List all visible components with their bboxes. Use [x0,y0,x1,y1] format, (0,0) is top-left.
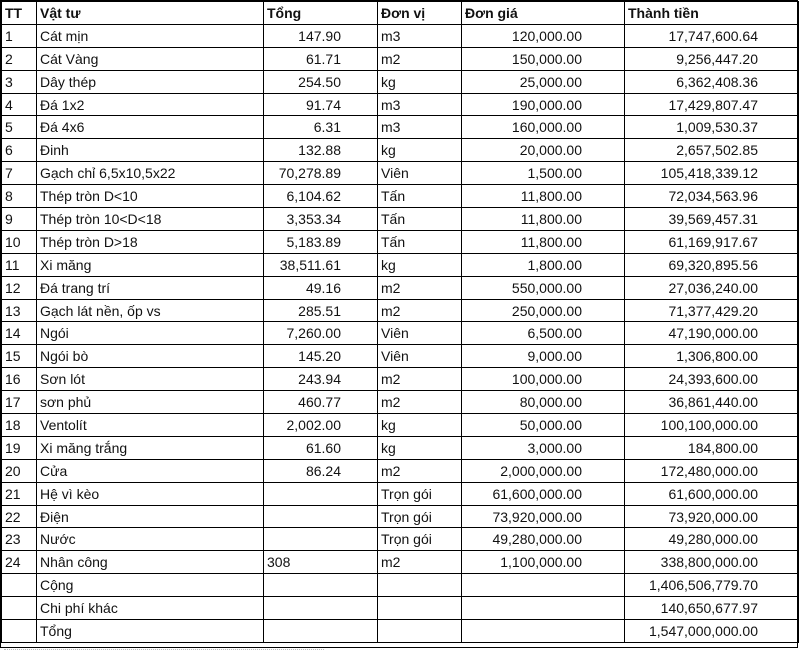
quantity-total: 38,511.61 [264,253,378,276]
row-index: 14 [2,322,37,345]
materials-table [1,1,799,643]
material-name: sơn phủ [37,391,264,414]
quantity-total: 243.94 [264,368,378,391]
row-index: 3 [2,70,37,93]
table-row [2,70,799,93]
row-index: 22 [2,505,37,528]
unit: Trọn gói [378,482,462,505]
material-name: Nhân công [37,551,264,574]
row-index: 16 [2,368,37,391]
unit-price: 11,800.00 [462,185,625,208]
summary-row [2,597,799,620]
header-unit: Đơn vị [378,2,462,25]
row-index: 2 [2,47,37,70]
summary-row [2,574,799,597]
quantity-total: 70,278.89 [264,162,378,185]
material-name: Đinh [37,139,264,162]
material-name: Đá trang trí [37,276,264,299]
summary-label: Chi phí khác [37,597,264,620]
material-name: Ngói bò [37,345,264,368]
material-name: Đá 1x2 [37,93,264,116]
summary-amount: 1,406,506,779.70 [625,574,799,597]
unit-price: 150,000.00 [462,47,625,70]
empty-cell [2,620,37,643]
unit: m2 [378,276,462,299]
table-row [2,436,799,459]
unit: Trọn gói [378,528,462,551]
quantity-total: 6.31 [264,116,378,139]
cut-off-text-trace [4,649,324,652]
material-name: Gạch chỉ 6,5x10,5x22 [37,162,264,185]
unit-price: 73,920,000.00 [462,505,625,528]
table-row [2,551,799,574]
table-row [2,93,799,116]
quantity-total: 460.77 [264,391,378,414]
bottom-edge [0,648,800,656]
header-total: Tổng [264,2,378,25]
row-index: 11 [2,253,37,276]
empty-cell [264,620,378,643]
unit-price: 20,000.00 [462,139,625,162]
unit: m2 [378,391,462,414]
quantity-total: 2,002.00 [264,414,378,437]
quantity-total [264,505,378,528]
row-index: 18 [2,414,37,437]
unit-price: 550,000.00 [462,276,625,299]
unit: m2 [378,459,462,482]
amount: 49,280,000.00 [625,528,799,551]
unit-price: 80,000.00 [462,391,625,414]
unit-price: 61,600,000.00 [462,482,625,505]
row-index: 20 [2,459,37,482]
quantity-total [264,482,378,505]
empty-cell [378,620,462,643]
quantity-total: 3,353.34 [264,208,378,231]
empty-cell [264,574,378,597]
quantity-total: 254.50 [264,70,378,93]
row-index: 5 [2,116,37,139]
unit-price: 1,100,000.00 [462,551,625,574]
row-index: 13 [2,299,37,322]
amount: 27,036,240.00 [625,276,799,299]
summary-amount: 1,547,000,000.00 [625,620,799,643]
amount: 1,009,530.37 [625,116,799,139]
amount: 17,747,600.64 [625,24,799,47]
quantity-total [264,528,378,551]
unit-price: 100,000.00 [462,368,625,391]
quantity-total: 308 [264,551,378,574]
unit: Tấn [378,208,462,231]
table-row [2,299,799,322]
quantity-total: 91.74 [264,93,378,116]
unit: m2 [378,368,462,391]
unit-price: 25,000.00 [462,70,625,93]
table-row [2,368,799,391]
material-name: Gạch lát nền, ốp vs [37,299,264,322]
unit-price: 11,800.00 [462,230,625,253]
amount: 6,362,408.36 [625,70,799,93]
table-row [2,116,799,139]
unit: m2 [378,47,462,70]
row-index: 8 [2,185,37,208]
unit-price: 49,280,000.00 [462,528,625,551]
empty-cell [264,597,378,620]
table-row [2,322,799,345]
material-name: Cát Vàng [37,47,264,70]
row-index: 10 [2,230,37,253]
unit-price: 11,800.00 [462,208,625,231]
row-index: 24 [2,551,37,574]
quantity-total: 145.20 [264,345,378,368]
material-name: Xi măng trắng [37,436,264,459]
row-index: 17 [2,391,37,414]
quantity-total: 6,104.62 [264,185,378,208]
amount: 338,800,000.00 [625,551,799,574]
empty-cell [462,574,625,597]
unit: m3 [378,24,462,47]
header-unit-price: Đơn giá [462,2,625,25]
unit-price: 1,800.00 [462,253,625,276]
unit: m2 [378,299,462,322]
amount: 17,429,807.47 [625,93,799,116]
table-body [2,24,799,642]
header-row [2,2,799,25]
amount: 61,169,917.67 [625,230,799,253]
amount: 71,377,429.20 [625,299,799,322]
unit: Tấn [378,230,462,253]
material-name: Cát mịn [37,24,264,47]
unit: Tấn [378,185,462,208]
row-index: 7 [2,162,37,185]
table-row [2,505,799,528]
material-name: Thép tròn 10<D<18 [37,208,264,231]
table-row [2,276,799,299]
quantity-total: 132.88 [264,139,378,162]
empty-cell [462,597,625,620]
row-index: 12 [2,276,37,299]
table-row [2,47,799,70]
empty-cell [378,597,462,620]
quantity-total: 7,260.00 [264,322,378,345]
material-name: Hệ vì kèo [37,482,264,505]
unit: Viên [378,322,462,345]
unit: kg [378,70,462,93]
unit: kg [378,139,462,162]
amount: 24,393,600.00 [625,368,799,391]
amount: 73,920,000.00 [625,505,799,528]
unit: Viên [378,162,462,185]
unit-price: 250,000.00 [462,299,625,322]
unit-price: 9,000.00 [462,345,625,368]
unit: Viên [378,345,462,368]
unit: m3 [378,93,462,116]
summary-amount: 140,650,677.97 [625,597,799,620]
unit: kg [378,414,462,437]
row-index: 19 [2,436,37,459]
amount: 39,569,457.31 [625,208,799,231]
unit-price: 6,500.00 [462,322,625,345]
amount: 100,100,000.00 [625,414,799,437]
header-tt: TT [2,2,37,25]
table-row [2,208,799,231]
unit-price: 2,000,000.00 [462,459,625,482]
table-row [2,253,799,276]
empty-cell [2,574,37,597]
table-row [2,24,799,47]
amount: 69,320,895.56 [625,253,799,276]
quantity-total: 61.60 [264,436,378,459]
amount: 9,256,447.20 [625,47,799,70]
summary-label: Tổng [37,620,264,643]
row-index: 6 [2,139,37,162]
empty-cell [462,620,625,643]
material-name: Cửa [37,459,264,482]
table-row [2,230,799,253]
summary-label: Cộng [37,574,264,597]
table-row [2,528,799,551]
unit-price: 120,000.00 [462,24,625,47]
material-name: Xi măng [37,253,264,276]
empty-cell [2,597,37,620]
unit-price: 50,000.00 [462,414,625,437]
material-name: Thép tròn D<10 [37,185,264,208]
table-row [2,139,799,162]
material-name: Đá 4x6 [37,116,264,139]
header-amount: Thành tiền [625,2,799,25]
material-name: Điện [37,505,264,528]
empty-cell [378,574,462,597]
header-material: Vật tư [37,2,264,25]
table-row [2,345,799,368]
unit-price: 160,000.00 [462,116,625,139]
unit-price: 190,000.00 [462,93,625,116]
row-index: 1 [2,24,37,47]
unit-price: 3,000.00 [462,436,625,459]
table-row [2,482,799,505]
quantity-total: 86.24 [264,459,378,482]
unit: m3 [378,116,462,139]
amount: 105,418,339.12 [625,162,799,185]
amount: 47,190,000.00 [625,322,799,345]
amount: 2,657,502.85 [625,139,799,162]
summary-row [2,620,799,643]
material-name: Dây thép [37,70,264,93]
row-index: 23 [2,528,37,551]
unit: kg [378,436,462,459]
material-name: Ventolít [37,414,264,437]
material-name: Sơn lót [37,368,264,391]
table-row [2,185,799,208]
material-name: Ngói [37,322,264,345]
amount: 1,306,800.00 [625,345,799,368]
row-index: 21 [2,482,37,505]
unit-price: 1,500.00 [462,162,625,185]
unit: Trọn gói [378,505,462,528]
amount: 172,480,000.00 [625,459,799,482]
amount: 36,861,440.00 [625,391,799,414]
row-index: 4 [2,93,37,116]
amount: 184,800.00 [625,436,799,459]
table-row [2,414,799,437]
quantity-total: 285.51 [264,299,378,322]
material-name: Nước [37,528,264,551]
row-index: 15 [2,345,37,368]
quantity-total: 61.71 [264,47,378,70]
unit: m2 [378,551,462,574]
amount: 61,600,000.00 [625,482,799,505]
table-row [2,459,799,482]
material-name: Thép tròn D>18 [37,230,264,253]
table-row [2,162,799,185]
quantity-total: 49.16 [264,276,378,299]
amount: 72,034,563.96 [625,185,799,208]
quantity-total: 147.90 [264,24,378,47]
table-row [2,391,799,414]
unit: kg [378,253,462,276]
row-index: 9 [2,208,37,231]
quantity-total: 5,183.89 [264,230,378,253]
